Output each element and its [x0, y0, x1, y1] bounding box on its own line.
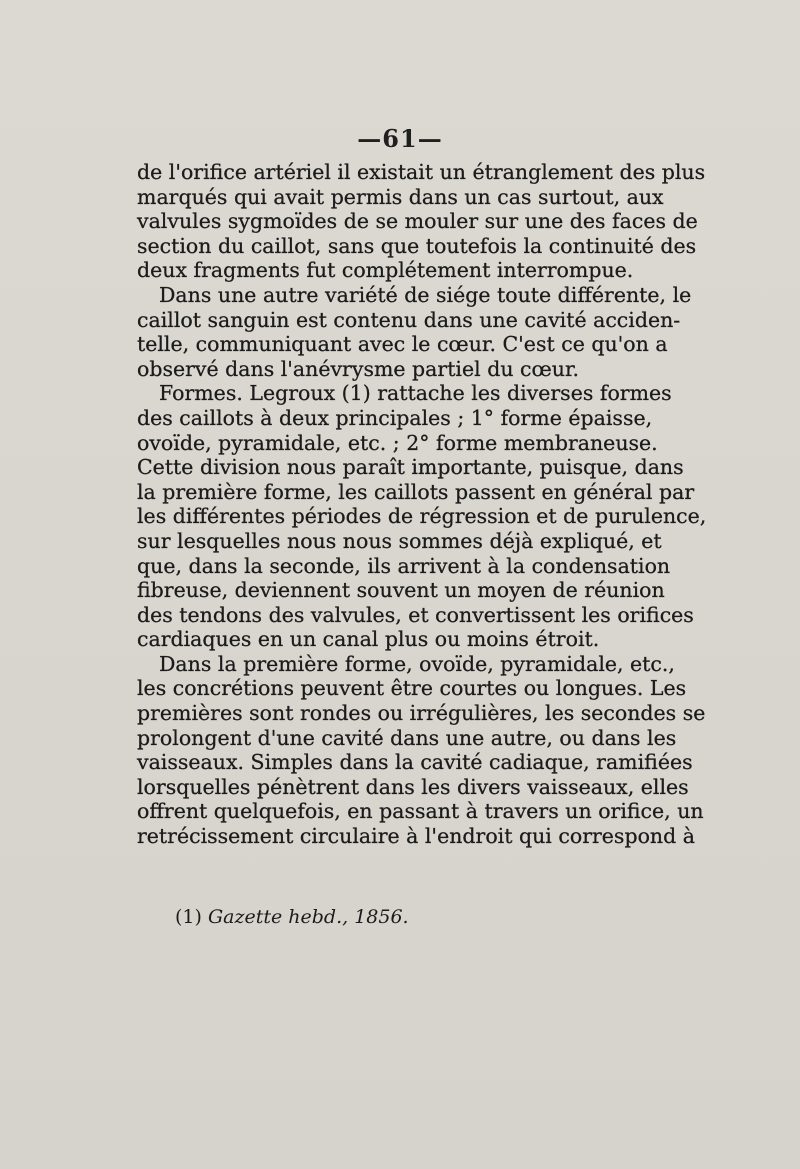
- text-line: offrent quelquefois, en passant à travers un orifice, un: [137, 799, 704, 824]
- text-line: telle, communiquant avec le cœur. C'est ce qu'on a: [137, 332, 668, 357]
- text-line: caillot sanguin est contenu dans une cavité acciden-: [137, 307, 681, 332]
- text-line: cardiaques en un canal plus ou moins étroit.: [137, 627, 600, 652]
- footnote-marker: (1): [175, 906, 202, 928]
- text-line: vaisseaux. Simples dans la cavité cadiaque, ramifiées: [137, 750, 693, 775]
- text-line: retrécissement circulaire à l'endroit qui correspond à: [137, 824, 695, 849]
- footnote-source: Gazette hebd., 1856.: [207, 906, 409, 928]
- footnote: [175, 906, 635, 928]
- text-line: des tendons des valvules, et convertissent les orifices: [137, 602, 694, 627]
- text-line: premières sont rondes ou irrégulières, les secondes se: [137, 701, 706, 726]
- text-line: que, dans la seconde, ils arrivent à la condensation: [137, 553, 671, 578]
- text-line: sur lesquelles nous nous sommes déjà expliqué, et: [137, 528, 662, 553]
- text-line: les différentes périodes de régression et de purulence,: [137, 504, 707, 529]
- text-line: Dans une autre variété de siége toute différente, le: [159, 282, 692, 307]
- text-line: les concrétions peuvent être courtes ou longues. Les: [137, 676, 687, 701]
- text-line: la première forme, les caillots passent en général par: [137, 479, 695, 504]
- text-line: deux fragments fut complétement interrompue.: [137, 258, 634, 283]
- text-line: Cette division nous paraît importante, puisque, dans: [137, 455, 684, 480]
- text-line: valvules sygmoïdes de se mouler sur une des faces de: [137, 209, 698, 234]
- text-line: lorsquelles pénètrent dans les divers vaisseaux, elles: [137, 774, 689, 799]
- text-line: section du caillot, sans que toutefois la continuité des: [137, 233, 697, 258]
- text-line: Dans la première forme, ovoïde, pyramidale, etc.,: [159, 651, 675, 676]
- text-line: observé dans l'anévrysme partiel du cœur.: [137, 356, 580, 381]
- text-line: prolongent d'une cavité dans une autre, ou dans les: [137, 725, 677, 750]
- page-number: —61—: [357, 124, 443, 153]
- text-line: ovoïde, pyramidale, etc. ; 2° forme membraneuse.: [137, 430, 658, 455]
- text-line: fibreuse, deviennent souvent un moyen de réunion: [137, 578, 665, 603]
- text-line: des caillots à deux principales ; 1° forme épaisse,: [137, 405, 653, 430]
- text-line: de l'orifice artériel il existait un étranglement des plus: [137, 160, 706, 184]
- body-text: [137, 160, 707, 849]
- text-line: Formes. Legroux (1) rattache les diverses formes: [159, 381, 672, 406]
- text-line: marqués qui avait permis dans un cas surtout, aux: [137, 184, 664, 209]
